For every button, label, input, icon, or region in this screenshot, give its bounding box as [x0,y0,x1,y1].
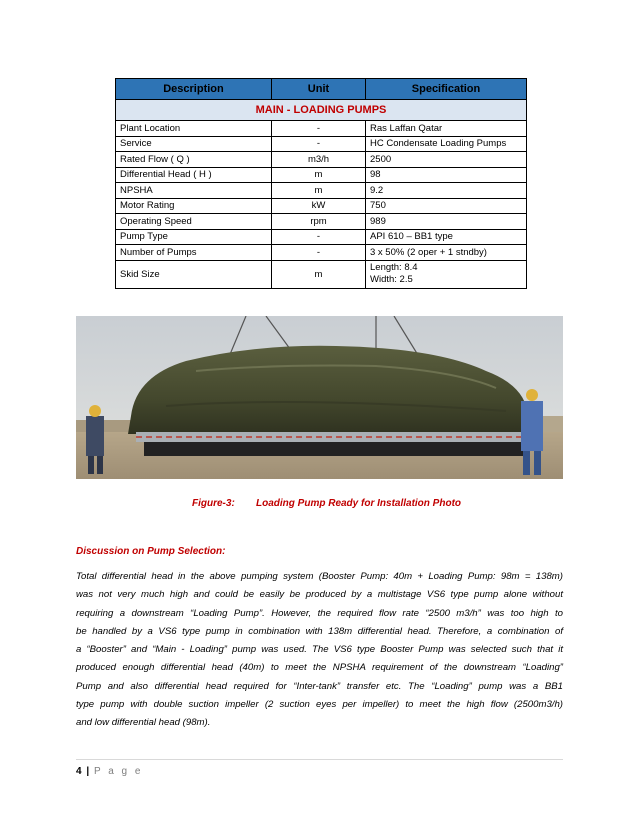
table-row [116,152,527,168]
table-row [116,214,527,230]
discussion-line: Total differential head in the above pumping system (Booster Pump: 40m + Loading Pump: 98m = 138m) [76,571,563,582]
discussion-line: was not very much high and could be easily be produced by a multistage VS6 type pump alone without [76,589,563,601]
table-row [116,245,527,261]
discussion-line: be handled by a VS6 type pump in combination with 138m differential head. Therefore, a combination of [76,625,563,637]
figure-label: Figure-3: [192,498,235,509]
footer-divider [76,759,563,760]
row-description: Differential Head ( H ) [116,167,272,183]
pump-spec-table [115,78,527,289]
table-row [116,183,527,199]
row-description: Operating Speed [116,214,272,230]
row-description: NPSHA [116,183,272,199]
discussion-line: requiring a downstream “Loading Pump”. However, the required flow rate “2500 m3/h” was too high to [76,607,563,619]
row-spec: HC Condensate Loading Pumps [366,136,527,152]
section-row [116,100,527,121]
row-spec: Ras Laffan Qatar [366,121,527,137]
row-unit: - [272,136,366,152]
discussion-line: type pump with double suction impeller (2 suction eyes per impeller) to meet the high flow (2500m3/h) [76,699,563,711]
loading-pump-photo [76,316,563,479]
table-row-skid [116,260,527,288]
header-description: Description [116,79,272,100]
row-spec: 9.2 [366,183,527,199]
row-spec-skid [366,260,527,288]
row-unit: m [272,260,366,288]
row-description: Skid Size [116,260,272,288]
photo-illustration [76,316,563,479]
row-spec: 2500 [366,152,527,168]
row-spec: 750 [366,198,527,214]
skid-length: Length: 8.4 [370,261,418,273]
row-unit: - [272,245,366,261]
row-description: Rated Flow ( Q ) [116,152,272,168]
row-unit: - [272,229,366,245]
row-spec: 989 [366,214,527,230]
row-unit: - [272,121,366,137]
row-unit: m [272,183,366,199]
skid-width: Width: 2.5 [370,274,413,285]
section-title: MAIN - LOADING PUMPS [116,100,527,121]
row-unit: m3/h [272,152,366,168]
table-header-row [116,79,527,100]
discussion-line: produced enough differential head (40m) to meet the NPSHA requirement of the downstream “Loading” [76,662,563,674]
row-description: Pump Type [116,229,272,245]
discussion-line: Pump and also differential head required for “Inter-tank” transfer etc. The “Loading” pump was a BB1 [76,680,563,692]
discussion-line: and low differential head (98m). [76,717,211,729]
header-specification: Specification [366,79,527,100]
page-word: P a g e [93,766,143,777]
table-row [116,229,527,245]
row-description: Number of Pumps [116,245,272,261]
page-number: 4 [76,766,82,777]
row-description: Plant Location [116,121,272,137]
table-row [116,198,527,214]
table-row [116,167,527,183]
row-spec: API 610 – BB1 type [366,229,527,245]
header-unit: Unit [272,79,366,100]
discussion-title: Discussion on Pump Selection: [76,546,226,557]
row-description: Service [116,136,272,152]
row-spec: 3 x 50% (2 oper + 1 stndby) [366,245,527,261]
discussion-line: a “Booster” and “Main - Loading” pump was used. The VS6 type Booster Pump was selected such that it [76,644,563,656]
page-footer [76,766,143,777]
table-row [116,121,527,137]
row-unit: m [272,167,366,183]
row-unit: rpm [272,214,366,230]
table-row [116,136,527,152]
row-unit: kW [272,198,366,214]
row-description: Motor Rating [116,198,272,214]
discussion-body [76,568,563,733]
row-spec: 98 [366,167,527,183]
figure-caption: Loading Pump Ready for Installation Photo [256,498,462,509]
footer-separator: | [86,766,90,777]
